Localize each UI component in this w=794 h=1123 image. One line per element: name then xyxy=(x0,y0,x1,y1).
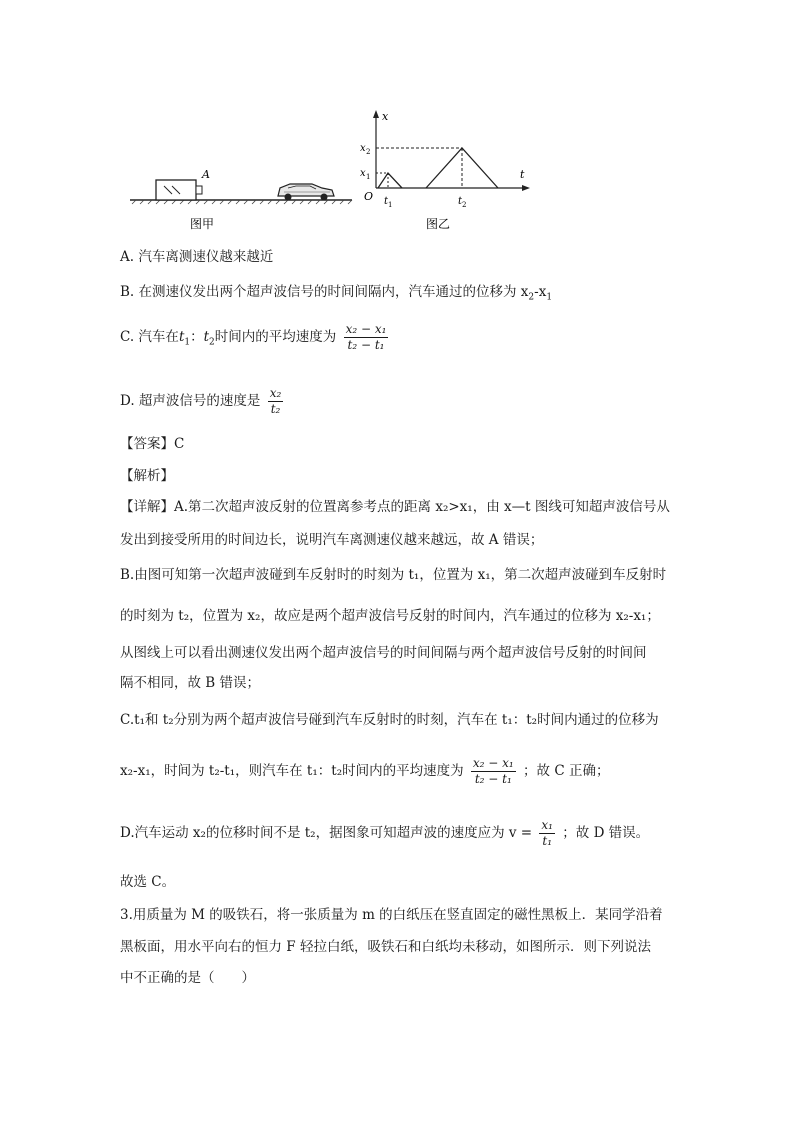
label-A: A xyxy=(202,168,210,181)
detail-line-8-den: t₂ − t₁ xyxy=(474,772,512,786)
detail-line-2: 发出到接受所用的时间边长，说明汽车离测速仪越来越远，故 A 错误； xyxy=(120,532,544,548)
option-b-text: B. 在测速仪发出两个超声波信号的时间间隔内，汽车通过的位移为 x xyxy=(120,284,529,300)
option-d-num: x₂ xyxy=(269,386,282,400)
option-d-den: t₂ xyxy=(270,402,281,416)
detail-line-8-post: ；故 C 正确； xyxy=(523,763,610,779)
option-c-rest: 时间内的平均速度为 xyxy=(214,329,337,345)
detail-line-5: 从图线上可以看出测速仪发出两个超声波信号的时间间隔与两个超声波信号反射的时间间 xyxy=(120,645,647,661)
option-d-prefix: D. 超声波信号的速度是 xyxy=(120,393,261,409)
option-c-num: x₂ − x₁ xyxy=(345,322,387,336)
question3-line-2: 黑板面，用水平向右的恒力 F 轻拉白纸，吸铁石和白纸均未移动，如图所示．则下列说法 xyxy=(120,939,651,955)
option-c-t1: t xyxy=(178,329,185,345)
option-b-sub2: 2 xyxy=(528,292,535,303)
option-c xyxy=(120,322,391,353)
detail-line-9-num: x₁ xyxy=(541,818,553,832)
tick-t2-sub: 2 xyxy=(462,201,467,209)
tick-t1-sub: 1 xyxy=(388,201,393,209)
option-c-t2-sub: 2 xyxy=(209,337,215,348)
detail-line-3: B.由图可知第一次超声波碰到车反射时的时刻为 t₁，位置为 x₁，第二次超声波碰到车反射时 xyxy=(120,567,667,583)
detail-line-6: 隔不相同，故 B 错误； xyxy=(120,675,261,691)
car-icon xyxy=(278,184,334,201)
option-b-mid: -x xyxy=(534,284,547,300)
tick-t2: t xyxy=(458,196,463,207)
axis-t-label: t xyxy=(520,168,525,181)
detail-line-8-num: x₂ − x₁ xyxy=(472,756,514,770)
speed-meter-icon xyxy=(156,180,202,200)
option-d-fraction xyxy=(268,386,284,417)
option-c-t1-sub: 1 xyxy=(184,337,191,348)
detail-line-7: C.t₁和 t₂分别为两个超声波信号碰到汽车反射时的时刻，汽车在 t₁：t₂时间内通过的位移为 xyxy=(120,712,659,728)
tick-x1-sub: 1 xyxy=(366,173,371,181)
option-b xyxy=(120,282,552,308)
detail-line-8-fraction xyxy=(471,756,516,787)
detail-line-8-pre: x₂-x₁，时间为 t₂-t₁，则汽车在 t₁：t₂时间内的平均速度为 xyxy=(120,763,464,779)
option-b-sub1: 1 xyxy=(546,292,553,303)
option-c-t2: t xyxy=(203,329,210,345)
detail-line-10: 故选 C。 xyxy=(120,874,176,890)
caption-left: 图甲 xyxy=(190,217,215,231)
physics-figure xyxy=(120,100,540,240)
detail-line-9 xyxy=(120,818,649,849)
detail-line-9-post: ；故 D 错误。 xyxy=(562,825,650,841)
option-a: A. 汽车离测速仪越来越近 xyxy=(120,249,274,265)
detail-line-9-pre: D.汽车运动 x₂的位移时间不是 t₂，据图象可知超声波的速度应为 v = xyxy=(120,825,533,841)
analysis-header: 【解析】 xyxy=(120,468,174,484)
detail-line-1: 【详解】A.第二次超声波反射的位置离参考点的距离 x₂>x₁，由 x—t 图线可知超声波信号从 xyxy=(120,499,670,515)
axis-x-label: x xyxy=(382,110,389,123)
option-d xyxy=(120,386,286,417)
tick-x1: x xyxy=(360,168,366,179)
answer: 【答案】C xyxy=(120,436,185,452)
xt-graph xyxy=(373,110,530,191)
option-c-prefix: C. 汽车在 xyxy=(120,329,179,345)
tick-t1: t xyxy=(384,196,389,207)
caption-right: 图乙 xyxy=(426,217,451,231)
detail-line-9-den: t₁ xyxy=(542,834,553,848)
question3-line-1: 3.用质量为 M 的吸铁石，将一张质量为 m 的白纸压在竖直固定的磁性黑板上．某同学沿着 xyxy=(120,907,663,923)
option-c-fraction xyxy=(344,322,389,353)
detail-line-4: 的时刻为 t₂，位置为 x₂，故应是两个超声波信号反射的时间内，汽车通过的位移为 x₂-x₁； xyxy=(120,608,660,624)
detail-line-8 xyxy=(120,756,609,787)
question3-line-3: 中不正确的是（ ） xyxy=(120,970,255,986)
option-c-colon: ： xyxy=(190,329,204,345)
tick-x2: x xyxy=(360,143,366,154)
option-c-den: t₂ − t₁ xyxy=(347,338,385,352)
tick-x2-sub: 2 xyxy=(366,148,371,156)
origin-label: O xyxy=(364,190,374,203)
detail-line-9-fraction xyxy=(539,818,555,849)
